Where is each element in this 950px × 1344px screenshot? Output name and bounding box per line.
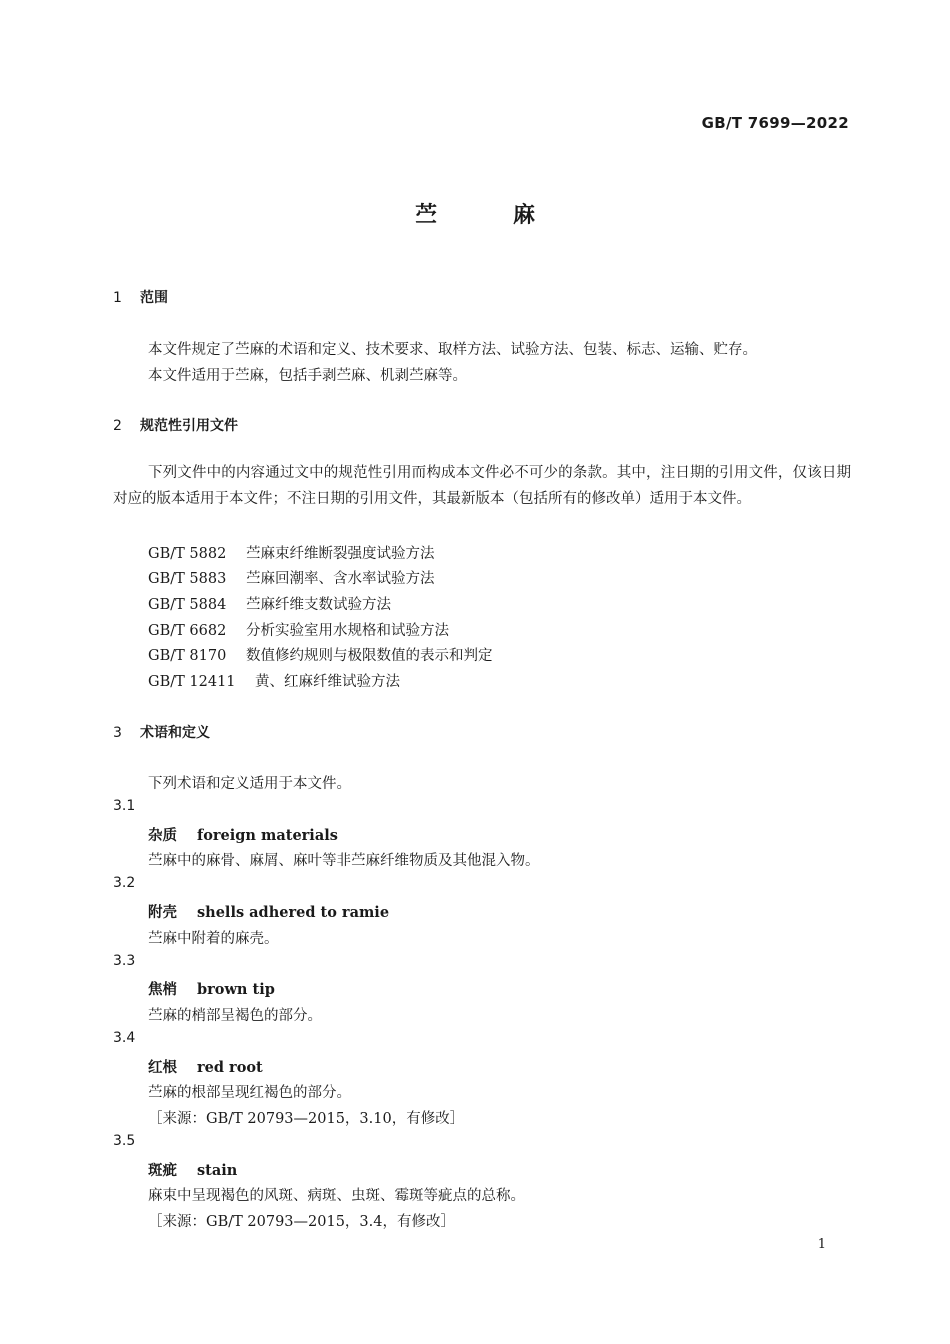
section-number: 1 xyxy=(113,290,122,306)
term-english: red root xyxy=(197,1059,263,1076)
term-source: ［来源：GB/T 20793—2015，3.4，有修改］ xyxy=(148,1214,455,1230)
term-entry xyxy=(148,1056,263,1077)
reference-title: 分析实验室用水规格和试验方法 xyxy=(246,623,449,639)
term-number: 3.2 xyxy=(113,875,136,891)
section-number: 3 xyxy=(113,725,122,741)
reference-item xyxy=(148,644,493,665)
term-entry xyxy=(148,1159,237,1180)
reference-item xyxy=(148,619,449,640)
term-entry xyxy=(148,824,338,845)
reference-item xyxy=(148,542,435,563)
term-chinese: 红根 xyxy=(148,1060,177,1076)
reference-title: 数值修约规则与极限数值的表示和判定 xyxy=(246,648,493,664)
reference-code: GB/T 8170 xyxy=(148,648,227,664)
term-definition: 苎麻中的麻骨、麻屑、麻叶等非苎麻纤维物质及其他混入物。 xyxy=(148,853,540,869)
reference-code: GB/T 6682 xyxy=(148,623,227,639)
term-number: 3.3 xyxy=(113,953,136,969)
standard-code: GB/T 7699—2022 xyxy=(701,114,849,132)
section-3-heading xyxy=(113,722,210,742)
reference-title: 苎麻纤维支数试验方法 xyxy=(246,597,391,613)
term-english: foreign materials xyxy=(197,827,338,844)
term-definition: 苎麻中附着的麻壳。 xyxy=(148,931,279,947)
reference-title: 苎麻束纤维断裂强度试验方法 xyxy=(246,546,435,562)
term-number: 3.1 xyxy=(113,798,136,814)
section-title: 术语和定义 xyxy=(140,725,210,741)
term-english: brown tip xyxy=(197,981,275,998)
section-title: 范围 xyxy=(140,290,168,306)
term-entry xyxy=(148,978,275,999)
scope-paragraph-1: 本文件规定了苎麻的术语和定义、技术要求、取样方法、试验方法、包装、标志、运输、贮存。 xyxy=(148,342,757,358)
section-title: 规范性引用文件 xyxy=(140,418,238,434)
page-number: 1 xyxy=(817,1237,826,1252)
reference-code: GB/T 5882 xyxy=(148,546,227,562)
normative-intro-paragraph: 下列文件中的内容通过文中的规范性引用而构成本文件必不可少的条款。其中，注日期的引用文件，仅该日期对应的版本适用于本文件；不注日期的引用文件，其最新版本（包括所有的修改单）适用于本文件。 xyxy=(113,465,851,507)
reference-item xyxy=(148,567,435,588)
section-number: 2 xyxy=(113,418,122,434)
reference-title: 苎麻回潮率、含水率试验方法 xyxy=(246,571,435,587)
term-english: stain xyxy=(197,1162,238,1179)
title-char-1: 苎 xyxy=(414,203,437,228)
term-chinese: 杂质 xyxy=(148,828,177,844)
section-1-heading xyxy=(113,287,168,307)
term-chinese: 焦梢 xyxy=(148,982,177,998)
term-definition: 麻束中呈现褐色的风斑、病斑、虫斑、霉斑等疵点的总称。 xyxy=(148,1188,525,1204)
term-definition: 苎麻的根部呈现红褐色的部分。 xyxy=(148,1085,351,1101)
terms-intro: 下列术语和定义适用于本文件。 xyxy=(148,776,351,792)
reference-code: GB/T 5884 xyxy=(148,597,227,613)
reference-item xyxy=(148,670,400,691)
term-english: shells adhered to ramie xyxy=(197,904,390,921)
reference-code: GB/T 12411 xyxy=(148,674,236,690)
reference-code: GB/T 5883 xyxy=(148,571,227,587)
scope-paragraph-2: 本文件适用于苎麻，包括手剥苎麻、机剥苎麻等。 xyxy=(148,368,467,384)
term-definition: 苎麻的梢部呈褐色的部分。 xyxy=(148,1008,322,1024)
term-source: ［来源：GB/T 20793—2015，3.10，有修改］ xyxy=(148,1111,465,1127)
term-number: 3.4 xyxy=(113,1030,136,1046)
term-chinese: 附壳 xyxy=(148,905,177,921)
term-entry xyxy=(148,901,389,922)
title-char-2: 麻 xyxy=(513,203,536,228)
reference-title: 黄、红麻纤维试验方法 xyxy=(255,674,400,690)
term-number: 3.5 xyxy=(113,1133,136,1149)
term-chinese: 斑疵 xyxy=(148,1163,177,1179)
reference-item xyxy=(148,593,391,614)
section-2-heading xyxy=(113,415,238,435)
document-title xyxy=(0,198,950,229)
